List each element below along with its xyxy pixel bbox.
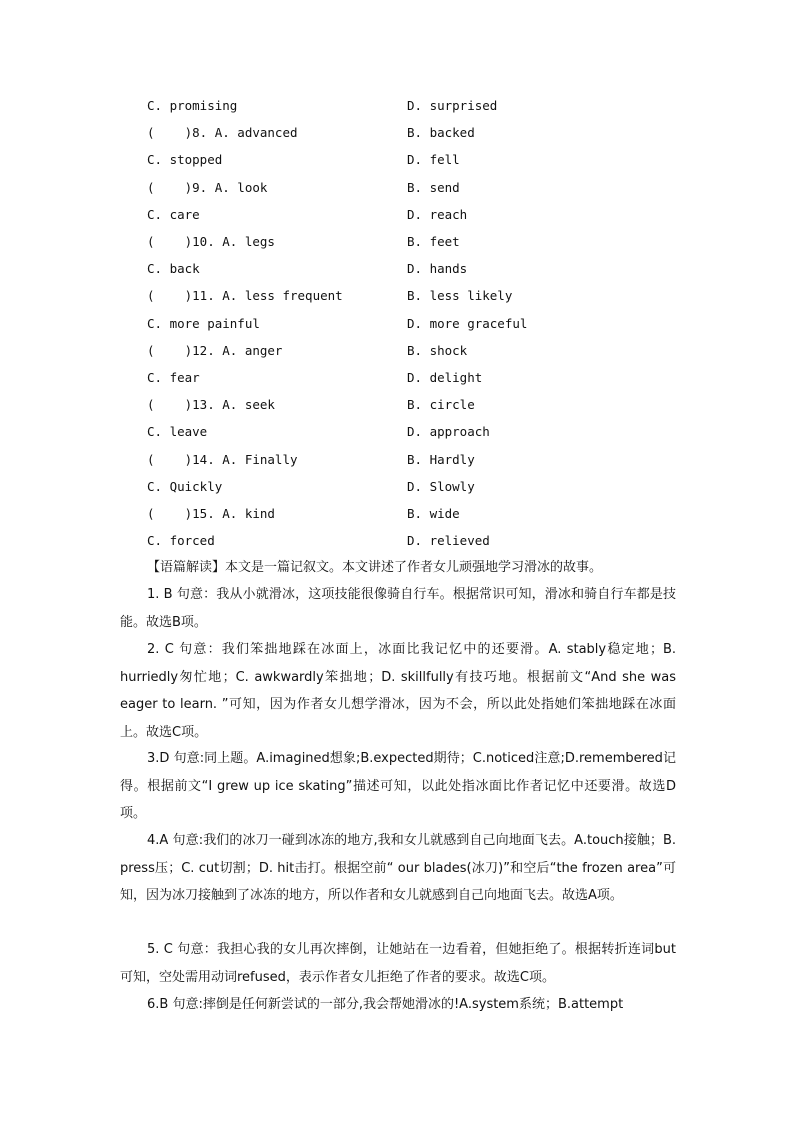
- option-left: ( )15. A. kind: [147, 506, 275, 521]
- option-right: D. relieved: [407, 533, 490, 549]
- explanation-5: 5. C 句意：我担心我的女儿再次摔倒，让她站在一边看着，但她拒绝了。根据转折连词but可知，空处需用动词refused，表示作者女儿拒绝了作者的要求。故选C项。: [120, 942, 676, 985]
- option-row: [147, 368, 667, 388]
- option-row: [147, 422, 667, 442]
- explanation-3: 3.D 句意:同上题。A.imagined想象;B.expected期待；C.noticed注意;D.remembered记得。根据前文“I grew up ice skating”描述可知，以此处指冰面比作者记忆中还要滑。故选D项。: [120, 751, 676, 821]
- option-right: B. less likely: [407, 288, 513, 304]
- option-left: C. Quickly: [147, 478, 223, 494]
- option-right: D. fell: [407, 152, 460, 168]
- explanation-2: 2. C 句意：我们笨拙地踩在冰面上，冰面比我记忆中的还要滑。A. stably稳定地；B. hurriedly匆忙地；C. awkwardly笨拙地；D. skillfully有技巧地。根据前文“And she was eager to learn. ”可知，因为作者女儿想学滑冰，因为不会，所以此处指她们笨拙地踩在冰面上。故选C项。: [120, 642, 676, 740]
- option-left: ( )13. A. seek: [147, 397, 275, 413]
- explanation-4: 4.A 句意:我们的冰刀一碰到冰冻的地方,我和女儿就感到自己向地面飞去。A.touch接触；B. press压；C. cut切割；D. hit击打。根据空前“ our blades(冰刀)”和空后“the frozen area”可知，因为冰刀接触到了冰冻的地方，所以作者和女儿就感到自己向地面飞去。故选A项。: [120, 833, 676, 903]
- option-right: B. feet: [407, 234, 460, 249]
- option-right: D. reach: [407, 206, 468, 222]
- option-row: [147, 150, 667, 170]
- option-row: [147, 314, 667, 334]
- section-title: 【语篇解读】本文是一篇记叙文。本文讲述了作者女儿顽强地学习滑冰的故事。: [147, 560, 603, 575]
- option-right: D. surprised: [407, 98, 498, 113]
- option-right: B. Hardly: [407, 451, 475, 467]
- option-left: ( )14. A. Finally: [147, 451, 298, 467]
- option-row: [147, 286, 667, 306]
- option-left: C. care: [147, 206, 200, 222]
- option-left: ( )12. A. anger: [147, 342, 283, 358]
- option-right: D. more graceful: [407, 315, 528, 331]
- option-row: [147, 395, 667, 415]
- option-right: B. circle: [407, 397, 475, 413]
- explanation-6: 6.B 句意:摔倒是任何新尝试的一部分,我会帮她滑冰的!A.system系统；B.attempt: [147, 997, 624, 1012]
- option-row: [147, 232, 667, 252]
- option-left: C. leave: [147, 424, 208, 440]
- option-row: [147, 259, 667, 279]
- option-left: C. forced: [147, 533, 215, 549]
- option-left: ( )11. A. less frequent: [147, 288, 343, 304]
- option-left: C. promising: [147, 98, 238, 113]
- option-left: ( )8. A. advanced: [147, 125, 298, 141]
- option-left: C. back: [147, 261, 200, 277]
- option-right: B. send: [407, 179, 460, 195]
- option-left: ( )9. A. look: [147, 179, 268, 195]
- option-row: [147, 123, 667, 143]
- option-right: B. shock: [407, 342, 468, 358]
- option-right: D. delight: [407, 370, 483, 385]
- option-right: D. hands: [407, 261, 468, 277]
- option-row: [147, 504, 667, 524]
- option-left: C. stopped: [147, 152, 223, 168]
- option-row: [147, 477, 667, 497]
- option-row: [147, 178, 667, 198]
- option-row: [147, 531, 667, 551]
- option-right: D. Slowly: [407, 478, 475, 494]
- option-row: [147, 341, 667, 361]
- option-right: B. wide: [407, 506, 460, 521]
- option-right: D. approach: [407, 424, 490, 440]
- option-left: C. fear: [147, 370, 200, 385]
- option-row: [147, 205, 667, 225]
- option-row: [147, 96, 667, 116]
- option-left: ( )10. A. legs: [147, 234, 275, 249]
- option-left: C. more painful: [147, 315, 260, 331]
- option-right: B. backed: [407, 125, 475, 141]
- option-row: [147, 450, 667, 470]
- explanation-1: 1. B 句意：我从小就滑冰，这项技能很像骑自行车。根据常识可知，滑冰和骑自行车都是技能。故选B项。: [120, 587, 676, 630]
